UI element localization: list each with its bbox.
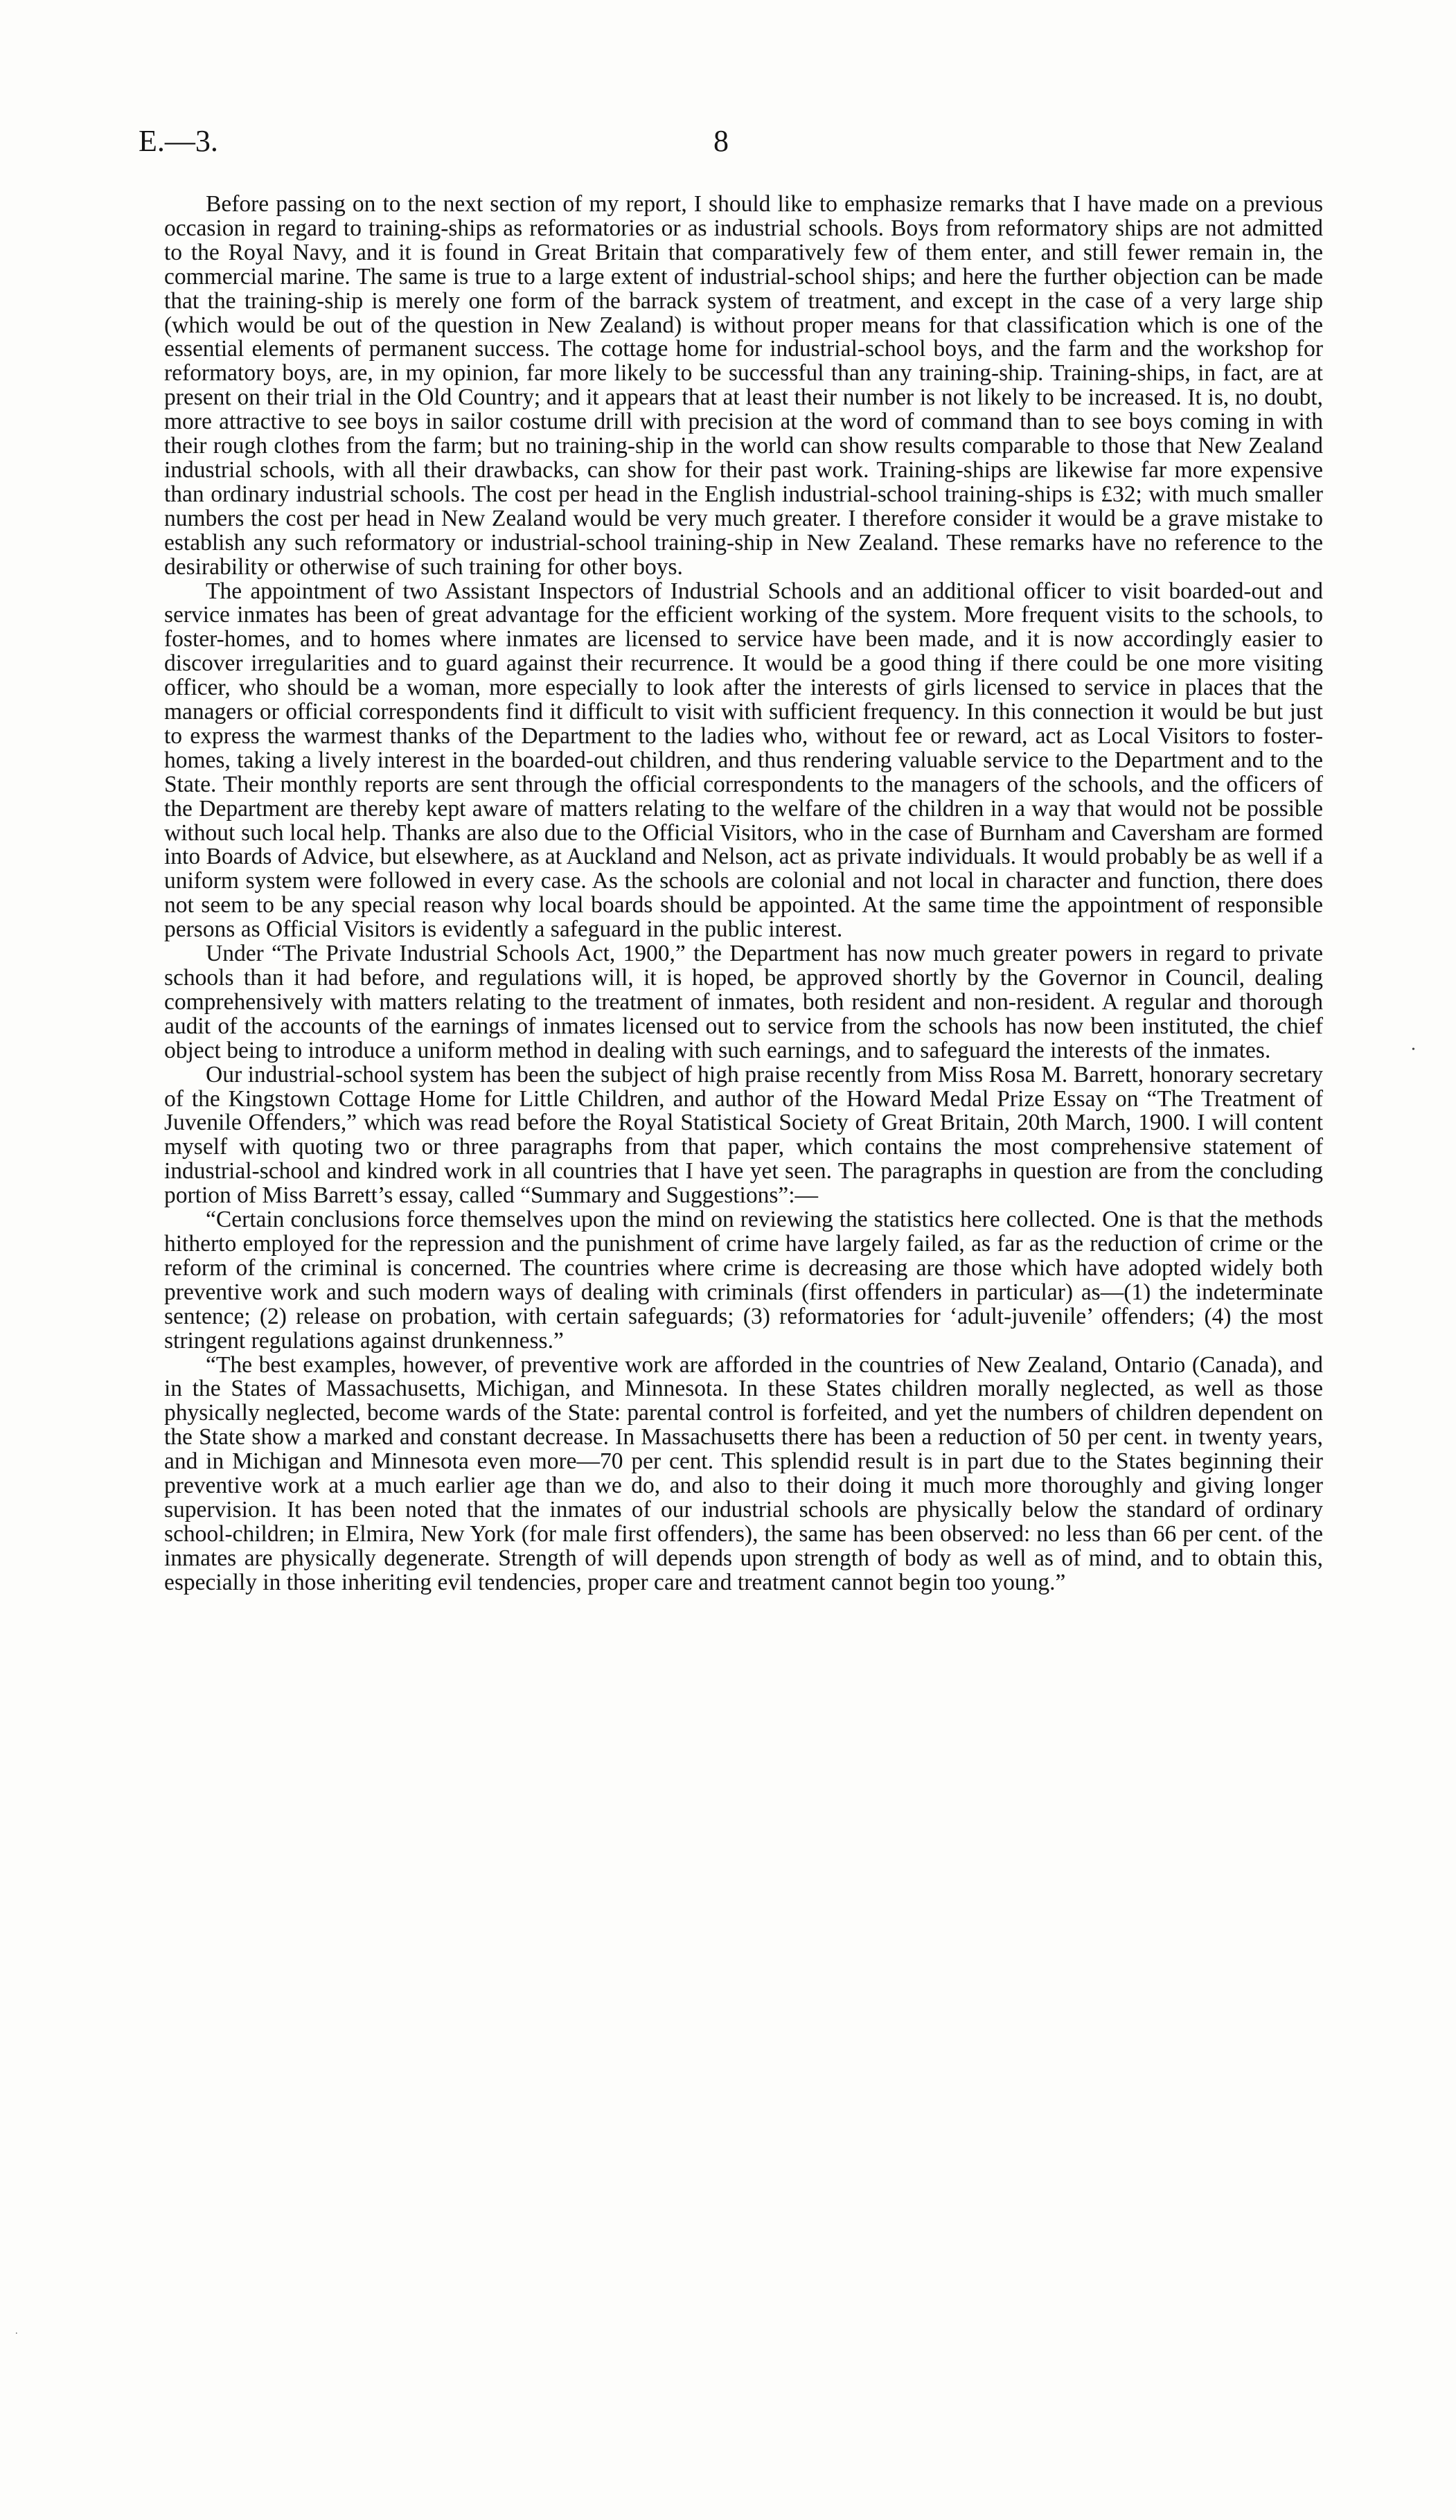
quote-certain-conclusions: “Certain conclusions force themselves upon the mind on reviewing the statistics here collected. One is that the methods hitherto employed for the repression and the punishment of crime have largely failed, as far as the reduction of crime or the reform of the criminal is concerned. The countries where crime is decreasing are those which have adopted widely both preventive work and such modern ways of dealing with criminals (first offenders in particular) as—(1) the indeterminate sentence; (2) release on probation, with certain safeguards; (3) reformatories for ‘adult-juvenile’ offenders; (4) the most stringent regulations against drunkenness.” bbox=[164, 1207, 1323, 1354]
page-number: 8 bbox=[713, 124, 729, 158]
paragraph-private-schools-act: Under “The Private Industrial Schools Act, 1900,” the Department has now much greater powers in regard to private schools than it had before, and regulations will, it is hoped, be approved shortly by the Governor in Council, dealing comprehensively with matters relating to the treatment of inmates, both resident and non-resident. A regular and thorough audit of the accounts of the earnings of inmates licensed out to service from the schools has now been instituted, the chief object being to introduce a uniform method in dealing with such earnings, and to safeguard the interests of the inmates. bbox=[164, 941, 1323, 1063]
scan-speck-mark: . bbox=[15, 2326, 18, 2336]
report-body bbox=[164, 193, 1323, 1595]
page-header bbox=[139, 123, 1316, 165]
paragraph-barrett-praise: Our industrial-school system has been the subject of high praise recently from Miss Rosa M. Barrett, honorary secretary of the Kingstown Cottage Home for Little Children, and author of the Howard Medal Prize Essay on “The Treatment of Juvenile Offenders,” which was read before the Royal Statistical Society of Great Britain, 20th March, 1900. I will content myself with quoting two or three paragraphs from that paper, which contains the most comprehensive statement of industrial-school and kindred work in all countries that I have yet seen. The paragraphs in question are from the concluding portion of Miss Barrett’s essay, called “Summary and Suggestions”:— bbox=[164, 1061, 1323, 1209]
paragraph-training-ships: Before passing on to the next section of my report, I should like to emphasize remarks that I have made on a previous occasion in regard to training-ships as reformatories or as industrial schools. Boys from reformatory ships are not admitted to the Royal Navy, and it is found in Great Britain that comparatively few of them enter, and still fewer remain in, the commercial marine. The same is true to a large extent of industrial-school ships; and here the further objection can be made that the training-ship is merely one form of the barrack system of treatment, and except in the case of a very large ship (which would be out of the question in New Zealand) is without proper means for that classification which is one of the essential elements of permanent success. The cottage home for industrial-school boys, and the farm and the workshop for reformatory boys, are, in my opinion, far more likely to be successful than any training-ship. Training-ships, in fact, are at present on their trial in the Old Country; and it appears that at least their number is not likely to be increased. It is, no doubt, more attractive to see boys in sailor costume drill with precision at the word of command than to see boys coming in with their rough clothes from the farm; but no training-ship in the world can show results comparable to those that New Zealand industrial schools, with all their drawbacks, can show for their past work. Training-ships are likewise far more expensive than ordinary industrial schools. The cost per head in the English industrial-school training-ships is £32; with much smaller numbers the cost per head in New Zealand would be very much greater. I therefore consider it would be a grave mistake to establish any such reformatory or industrial-school training-ship in New Zealand. These remarks have no reference to the desirability or otherwise of such training for other boys. bbox=[164, 191, 1323, 580]
quote-best-examples: “The best examples, however, of preventive work are afforded in the countries of New Zealand, Ontario (Canada), and in the States of Massachusetts, Michigan, and Minnesota. In these States children morally neglected, as well as those physically neglected, become wards of the State: parental control is forfeited, and yet the numbers of children dependent on the State show a marked and constant decrease. In Massachusetts there has been a reduction of 50 per cent. in twenty years, and in Michigan and Minnesota even more—70 per cent. This splendid result is in part due to the States beginning their preventive work at a much earlier age than we do, and also to their doing it much more thoroughly and giving longer supervision. It has been noted that the inmates of our industrial schools are physically below the standard of ordinary school-children; in Elmira, New York (for male first offenders), the same has been observed: no less than 66 per cent. of the inmates are physically degenerate. Strength of will depends upon strength of body as well as of mind, and to obtain this, especially in those inheriting evil tendencies, proper care and treatment cannot begin too young.” bbox=[164, 1351, 1323, 1595]
document-reference: E.—3. bbox=[139, 124, 218, 158]
paragraph-assistant-inspectors: The appointment of two Assistant Inspectors of Industrial Schools and an additional officer to visit boarded-out and service inmates has been of great advantage for the efficient working of the system. More frequent visits to the schools, to foster-homes, and to homes where inmates are licensed to service have been made, and it is now accordingly easier to discover irregularities and to guard against their recurrence. It would be a good thing if there could be one more visiting officer, who should be a woman, more especially to look after the interests of girls licensed to service in places that the managers or official correspondents find it difficult to visit with sufficient frequency. In this connection it would be but just to express the warmest thanks of the Department to the ladies who, without fee or reward, act as Local Visitors to foster-homes, taking a lively interest in the boarded-out children, and thus rendering valuable service to the Department and to the State. Their monthly reports are sent through the official correspondents to the managers of the schools, and the officers of the Department are thereby kept aware of matters relating to the welfare of the children in a way that would not be possible without such local help. Thanks are also due to the Official Visitors, who in the case of Burnham and Caversham are formed into Boards of Advice, but elsewhere, as at Auckland and Nelson, act as private individuals. It would probably be as well if a uniform system were followed in every case. As the schools are colonial and not local in character and function, there does not seem to be any special reason why local boards should be appointed. At the same time the appointment of responsible persons as Official Visitors is evidently a safeguard in the public interest. bbox=[164, 578, 1323, 943]
scan-speck-mark: • bbox=[1412, 1045, 1415, 1055]
